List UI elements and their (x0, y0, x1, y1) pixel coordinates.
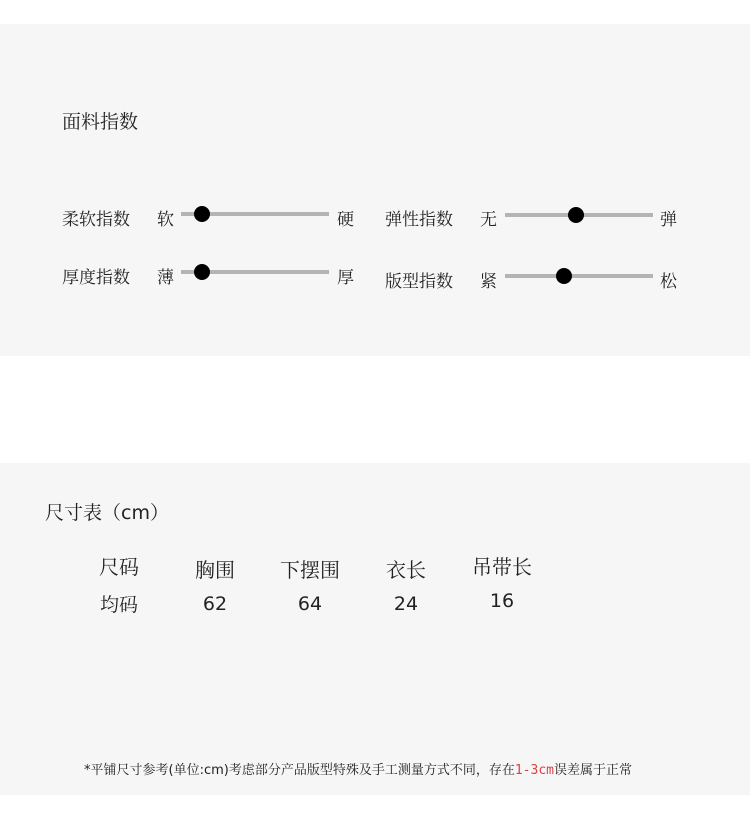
elasticity-right-label: 弹 (660, 210, 677, 230)
softness-label: 柔软指数 (62, 210, 130, 230)
row-size-value: 均码 (99, 594, 139, 616)
elasticity-left-label: 无 (480, 210, 497, 230)
size-section-title: 尺寸表（cm） (45, 502, 169, 524)
fit-label: 版型指数 (385, 272, 453, 292)
fit-left-label: 紧 (480, 272, 497, 292)
thickness-slider (181, 270, 329, 274)
thickness-knob (194, 264, 210, 280)
softness-right-label: 硬 (337, 210, 354, 230)
row-hem-value: 64 (297, 593, 323, 615)
thickness-right-label: 厚 (337, 268, 354, 288)
fabric-section-title: 面料指数 (62, 111, 139, 133)
elasticity-label: 弹性指数 (385, 210, 453, 230)
header-hem: 下摆围 (280, 558, 340, 582)
header-size: 尺码 (99, 555, 139, 579)
thickness-left-label: 薄 (157, 268, 174, 288)
header-chest: 胸围 (195, 558, 235, 582)
row-chest-value: 62 (202, 593, 228, 615)
measurement-footnote (84, 759, 632, 778)
elasticity-knob (568, 207, 584, 223)
row-strap-value: 16 (489, 590, 515, 612)
header-length: 衣长 (386, 558, 426, 582)
header-strap-length: 吊带长 (472, 555, 532, 579)
fit-slider (505, 274, 653, 278)
softness-left-label: 软 (157, 210, 174, 230)
footnote-text: *平铺尺寸参考(单位:cm)考虑部分产品版型特殊及手工测量方式不同，存在 (84, 763, 515, 778)
softness-slider (181, 212, 329, 216)
elasticity-slider (505, 213, 653, 217)
fabric-index-panel (0, 24, 750, 356)
fit-right-label: 松 (660, 272, 677, 292)
footnote-error-range: 1-3cm (514, 763, 554, 778)
thickness-label: 厚度指数 (62, 268, 130, 288)
footnote-text-end: 误差属于正常 (553, 763, 632, 778)
softness-knob (194, 206, 210, 222)
row-length-value: 24 (393, 593, 419, 615)
